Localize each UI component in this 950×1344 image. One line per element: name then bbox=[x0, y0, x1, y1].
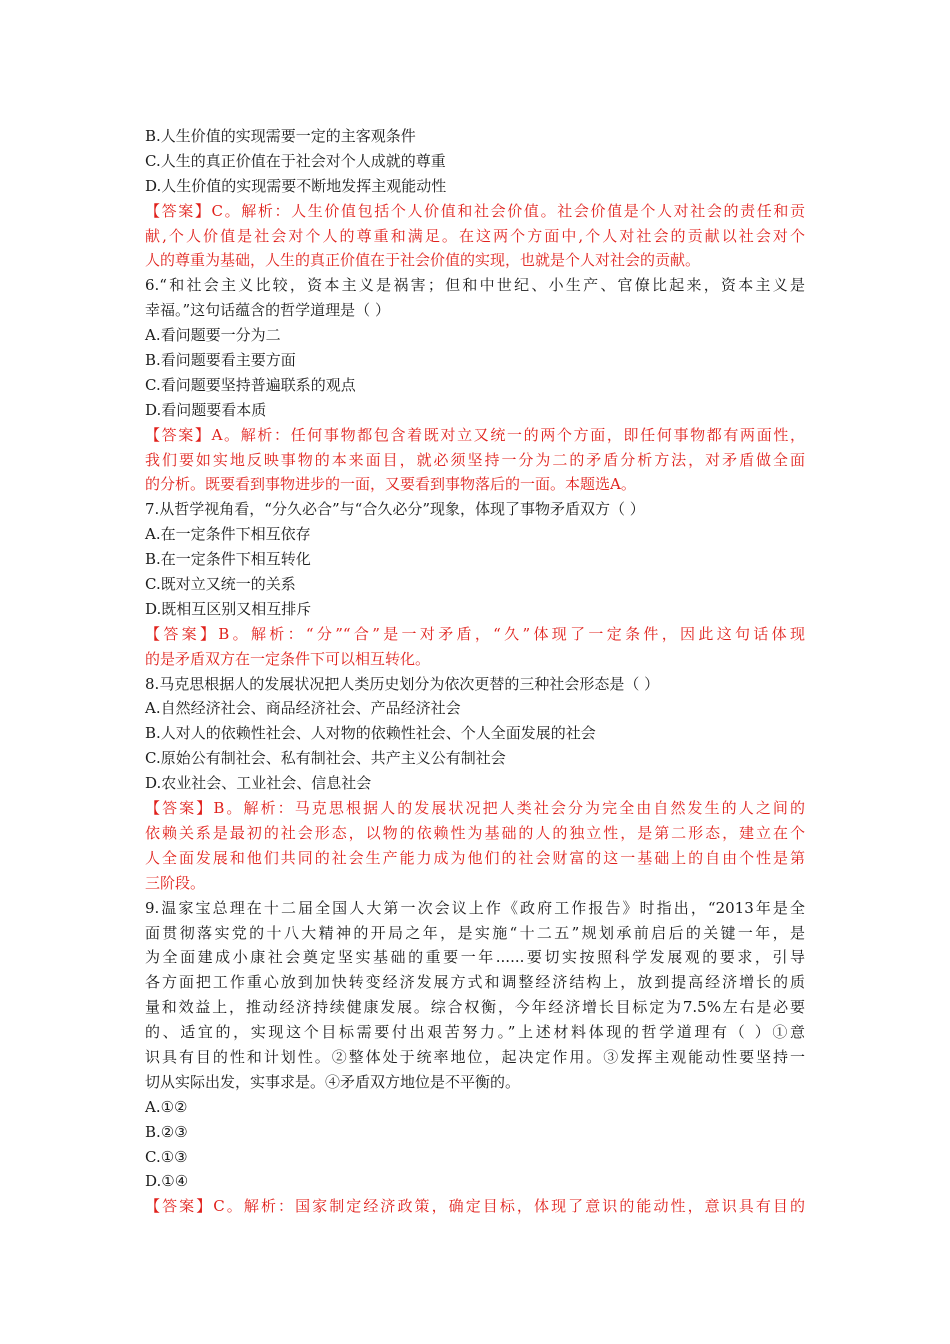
q9-stem-line-4: 各方面把工作重心放到加快转变经济发展方式和调整经济结构上，放到提高经济增长的质 bbox=[145, 973, 805, 992]
q6-stem-line-1: 6.“和社会主义比较，资本主义是祸害；但和中世纪、小生产、官僚比起来，资本主义是 bbox=[145, 276, 805, 295]
q6-option-b: B.看问题要看主要方面 bbox=[145, 351, 296, 370]
q9-option-a: A.①② bbox=[145, 1097, 188, 1116]
q6-answer-line-2: 我们要如实地反映事物的本来面目，就必须坚持一分为二的矛盾分析方法，对矛盾做全面 bbox=[145, 450, 805, 469]
q6-option-d: D.看问题要看本质 bbox=[145, 400, 267, 419]
q9-stem-line-8: 切从实际出发，实事求是。④矛盾双方地位是不平衡的。 bbox=[145, 1072, 521, 1091]
q9-option-b: B.②③ bbox=[145, 1122, 188, 1141]
q9-stem-line-3: 为全面建成小康社会奠定坚实基础的重要一年......要切实按照科学发展观的要求，引导 bbox=[145, 948, 805, 967]
q9-option-d: D.①④ bbox=[145, 1172, 189, 1191]
q7-option-d: D.既相互区别又相互排斥 bbox=[145, 599, 312, 618]
q8-option-a: A.自然经济社会、商品经济社会、产品经济社会 bbox=[145, 699, 461, 718]
q5-answer-line-1: 【答案】C。解析：人生价值包括个人价值和社会价值。社会价值是个人对社会的责任和贡 bbox=[145, 201, 805, 220]
q7-answer-line-2: 的是矛盾双方在一定条件下可以相互转化。 bbox=[145, 649, 431, 668]
q8-stem-line-1: 8.马克思根据人的发展状况把人类历史划分为依次更替的三种社会形态是（ ） bbox=[145, 674, 660, 693]
q9-stem-line-2: 面贯彻落实党的十八大精神的开局之年，是实施“十二五”规划承前启后的关键一年，是 bbox=[145, 923, 805, 942]
q8-option-b: B.人对人的依赖性社会、人对物的依赖性社会、个人全面发展的社会 bbox=[145, 724, 596, 743]
q5-option-c: C.人生的真正价值在于社会对个人成就的尊重 bbox=[145, 151, 446, 170]
q6-answer-line-1: 【答案】A。解析：任何事物都包含着既对立又统一的两个方面，即任何事物都有两面性， bbox=[145, 425, 805, 444]
q8-answer-line-3: 人全面发展和他们共同的社会生产能力成为他们的社会财富的这一基础上的自由个性是第 bbox=[145, 848, 805, 867]
q9-stem-line-6: 的、适宜的，实现这个目标需要付出艰苦努力。”上述材料体现的哲学道理有（ ）①意 bbox=[145, 1023, 805, 1042]
q8-option-c: C.原始公有制社会、私有制社会、共产主义公有制社会 bbox=[145, 749, 506, 768]
q8-answer-line-2: 依赖关系是最初的社会形态，以物的依赖性为基础的人的独立性，是第二形态，建立在个 bbox=[145, 823, 805, 842]
document-page bbox=[145, 124, 805, 1219]
q5-answer-line-2: 献,个人价值是社会对个人的尊重和满足。在这两个方面中,个人对社会的贡献以社会对个 bbox=[145, 226, 805, 245]
q9-stem-line-1: 9.温家宝总理在十二届全国人大第一次会议上作《政府工作报告》时指出，“2013年是全 bbox=[145, 898, 805, 917]
q8-answer-line-4: 三阶段。 bbox=[145, 873, 206, 892]
q8-option-d: D.农业社会、工业社会、信息社会 bbox=[145, 774, 372, 793]
q9-stem-line-5: 量和效益上，推动经济持续健康发展。综合权衡，今年经济增长目标定为7.5%左右是必要 bbox=[145, 998, 805, 1017]
q7-stem-line-1: 7.从哲学视角看，“分久必合”与“合久必分”现象，体现了事物矛盾双方（ ） bbox=[145, 500, 645, 519]
q5-option-b: B.人生价值的实现需要一定的主客观条件 bbox=[145, 127, 416, 145]
q5-option-d: D.人生价值的实现需要不断地发挥主观能动性 bbox=[145, 176, 447, 195]
q5-answer-line-3: 人的尊重为基础，人生的真正价值在于社会价值的实现，也就是个人对社会的贡献。 bbox=[145, 251, 701, 270]
q6-option-a: A.看问题要一分为二 bbox=[145, 326, 281, 345]
q6-answer-line-3: 的分析。既要看到事物进步的一面，又要看到事物落后的一面。本题选A。 bbox=[145, 475, 636, 494]
q9-stem-line-7: 识具有目的性和计划性。②整体处于统率地位，起决定作用。③发挥主观能动性要坚持一 bbox=[145, 1047, 805, 1066]
q6-option-c: C.看问题要坚持普遍联系的观点 bbox=[145, 375, 356, 394]
q9-answer-line-1: 【答案】C。解析：国家制定经济政策，确定目标，体现了意识的能动性，意识具有目的 bbox=[145, 1197, 805, 1216]
q9-option-c: C.①③ bbox=[145, 1147, 188, 1166]
q7-answer-line-1: 【答案】B。解析：“分”“合”是一对矛盾，“久”体现了一定条件，因此这句话体现 bbox=[145, 624, 805, 643]
q7-option-b: B.在一定条件下相互转化 bbox=[145, 550, 311, 569]
q8-answer-line-1: 【答案】B。解析：马克思根据人的发展状况把人类社会分为完全由自然发生的人之间的 bbox=[145, 799, 805, 818]
q6-stem-line-2: 幸福。”这句话蕴含的哲学道理是（ ） bbox=[145, 301, 390, 320]
q7-option-c: C.既对立又统一的关系 bbox=[145, 575, 296, 594]
q7-option-a: A.在一定条件下相互依存 bbox=[145, 525, 311, 544]
